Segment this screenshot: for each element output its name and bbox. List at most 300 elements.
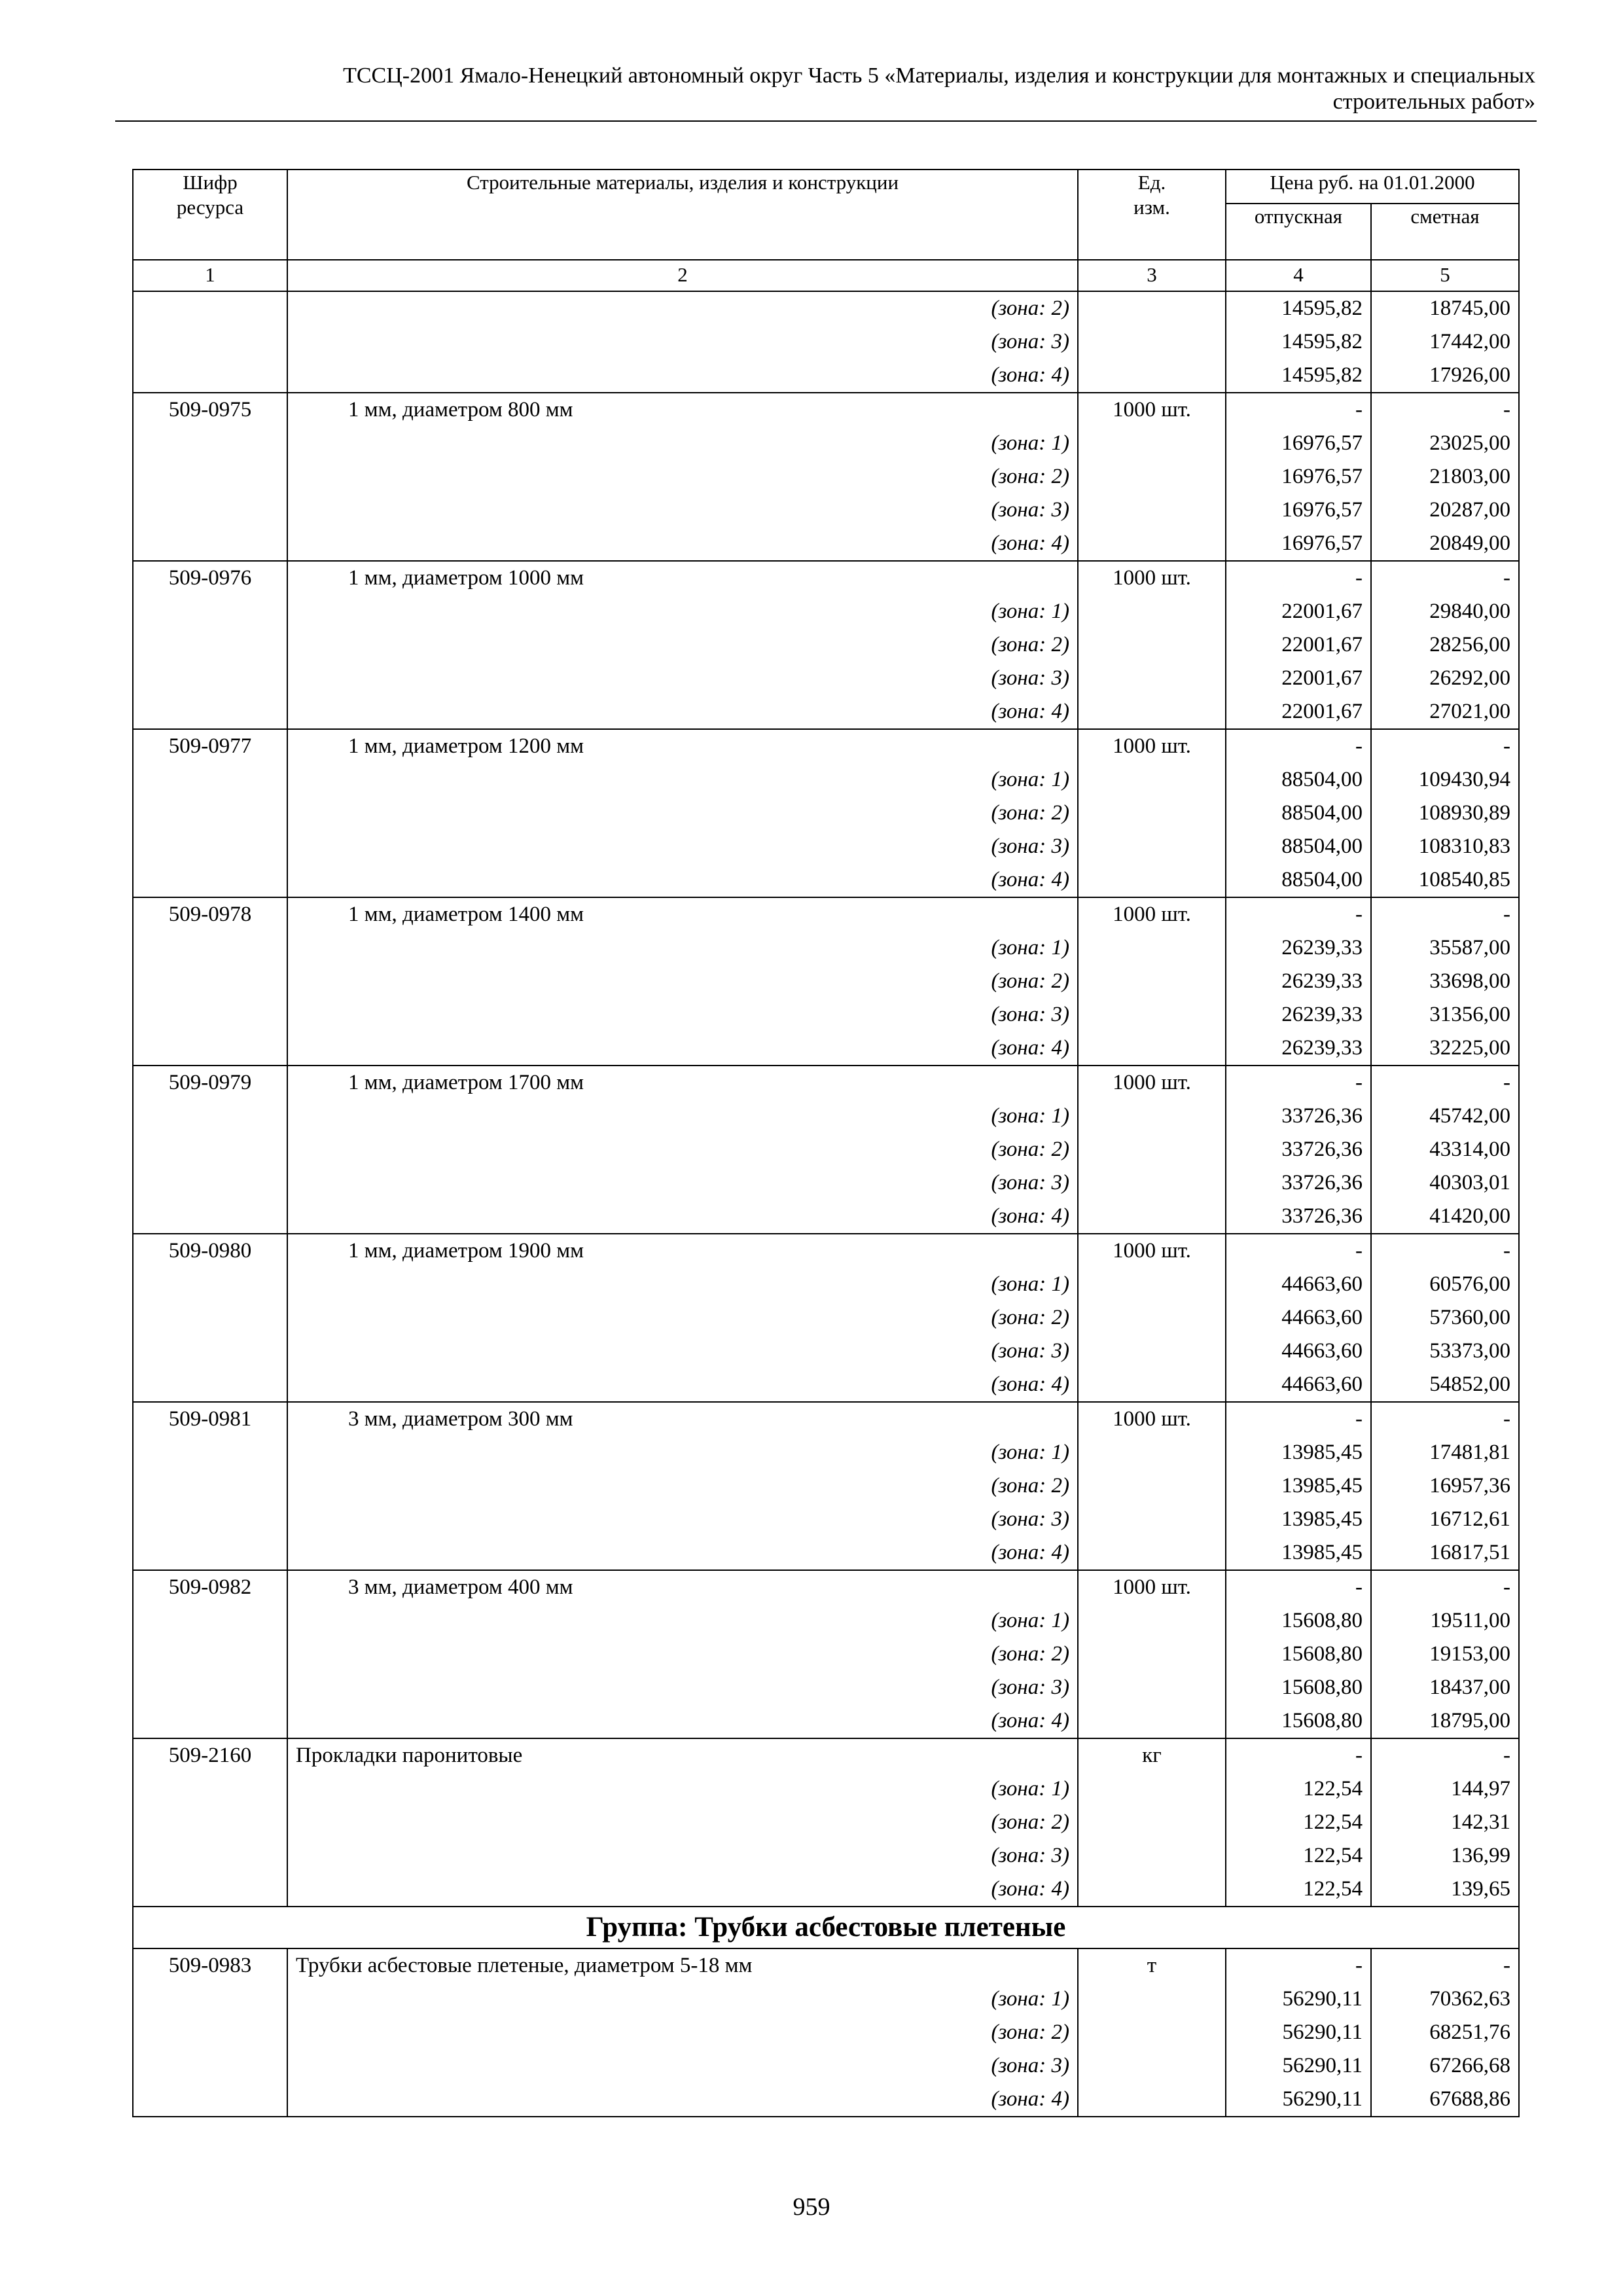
zone-label: (зона: 4) <box>287 1873 1078 1907</box>
release-price-cell: 122,54 <box>1226 1839 1371 1873</box>
estimate-price-cell: 108540,85 <box>1371 863 1519 897</box>
estimate-price-cell: 67688,86 <box>1371 2083 1519 2117</box>
release-price-cell: 15608,80 <box>1226 1604 1371 1638</box>
release-price-cell: 15608,80 <box>1226 1704 1371 1738</box>
unit-cell <box>1078 797 1226 830</box>
table-row-zone <box>133 1536 1519 1570</box>
estimate-price-cell: 19511,00 <box>1371 1604 1519 1638</box>
table-row-zone <box>133 1806 1519 1839</box>
release-price-cell: 88504,00 <box>1226 863 1371 897</box>
estimate-price-cell: - <box>1371 1570 1519 1604</box>
resource-code <box>133 291 287 325</box>
resource-code: 509-0976 <box>133 561 287 595</box>
release-price-cell: 44663,60 <box>1226 1368 1371 1402</box>
table-row-zone <box>133 1200 1519 1234</box>
table-row-zone <box>133 1368 1519 1402</box>
table-row-resource <box>133 1738 1519 1772</box>
table-row-zone <box>133 763 1519 797</box>
estimate-price-cell: - <box>1371 393 1519 427</box>
unit-cell <box>1078 1839 1226 1873</box>
unit-cell <box>1078 1772 1226 1806</box>
column-number: 3 <box>1078 260 1226 291</box>
table-row-zone <box>133 359 1519 393</box>
estimate-price-cell: 20849,00 <box>1371 527 1519 561</box>
table-header <box>133 170 1519 291</box>
resource-code: 509-0978 <box>133 897 287 931</box>
table-row-resource <box>133 897 1519 931</box>
unit-cell <box>1078 1133 1226 1166</box>
release-price-cell: - <box>1226 561 1371 595</box>
unit-cell <box>1078 527 1226 561</box>
unit-cell: кг <box>1078 1738 1226 1772</box>
unit-cell <box>1078 1436 1226 1469</box>
zone-label: (зона: 3) <box>287 1166 1078 1200</box>
zone-label: (зона: 2) <box>287 1133 1078 1166</box>
resource-code <box>133 1469 287 1503</box>
table-row-zone <box>133 427 1519 460</box>
resource-code: 509-0979 <box>133 1066 287 1100</box>
group-title: Группа: Трубки асбестовые плетеные <box>133 1907 1519 1948</box>
zone-label: (зона: 1) <box>287 1100 1078 1133</box>
unit-cell <box>1078 1200 1226 1234</box>
estimate-price-cell: 109430,94 <box>1371 763 1519 797</box>
unit-cell <box>1078 1100 1226 1133</box>
resource-code: 509-0982 <box>133 1570 287 1604</box>
unit-cell <box>1078 695 1226 729</box>
table-row-resource <box>133 1066 1519 1100</box>
resource-code <box>133 1536 287 1570</box>
unit-cell <box>1078 662 1226 695</box>
estimate-price-cell: 18745,00 <box>1371 291 1519 325</box>
resource-code <box>133 1671 287 1704</box>
release-price-cell: 26239,33 <box>1226 931 1371 965</box>
resource-code <box>133 1704 287 1738</box>
release-price-cell: 26239,33 <box>1226 1031 1371 1066</box>
release-price-cell: 122,54 <box>1226 1873 1371 1907</box>
table-row-zone <box>133 1469 1519 1503</box>
unit-cell <box>1078 1335 1226 1368</box>
table-row-resource <box>133 393 1519 427</box>
zone-label: (зона: 4) <box>287 2083 1078 2117</box>
resource-name: 1 мм, диаметром 1700 мм <box>287 1066 1078 1100</box>
unit-cell: т <box>1078 1948 1226 1982</box>
zone-label: (зона: 1) <box>287 1268 1078 1301</box>
resource-name: 3 мм, диаметром 400 мм <box>287 1570 1078 1604</box>
table-row-zone <box>133 695 1519 729</box>
table-row-zone <box>133 1503 1519 1536</box>
estimate-price-cell: - <box>1371 561 1519 595</box>
zone-label: (зона: 2) <box>287 291 1078 325</box>
unit-cell <box>1078 2049 1226 2083</box>
zone-label: (зона: 1) <box>287 595 1078 628</box>
column-number: 4 <box>1226 260 1371 291</box>
unit-cell <box>1078 427 1226 460</box>
unit-cell <box>1078 1671 1226 1704</box>
release-price-cell: 15608,80 <box>1226 1638 1371 1671</box>
estimate-price-cell: 45742,00 <box>1371 1100 1519 1133</box>
estimate-price-cell: - <box>1371 1948 1519 1982</box>
release-price-cell: 44663,60 <box>1226 1301 1371 1335</box>
table-row-zone <box>133 1301 1519 1335</box>
resource-code <box>133 1133 287 1166</box>
resource-code <box>133 628 287 662</box>
release-price-cell: - <box>1226 729 1371 763</box>
zone-label: (зона: 1) <box>287 1772 1078 1806</box>
zone-label: (зона: 3) <box>287 493 1078 527</box>
estimate-price-cell: 35587,00 <box>1371 931 1519 965</box>
resource-name: Трубки асбестовые плетеные, диаметром 5-18 мм <box>287 1948 1078 1982</box>
resource-code <box>133 662 287 695</box>
unit-cell: 1000 шт. <box>1078 393 1226 427</box>
resource-code <box>133 1200 287 1234</box>
unit-cell: 1000 шт. <box>1078 561 1226 595</box>
column-number: 5 <box>1371 260 1519 291</box>
table-row-zone <box>133 1873 1519 1907</box>
estimate-price-cell: 136,99 <box>1371 1839 1519 1873</box>
release-price-cell: 14595,82 <box>1226 359 1371 393</box>
table-row-zone <box>133 1166 1519 1200</box>
unit-cell: 1000 шт. <box>1078 1234 1226 1268</box>
table-row-zone <box>133 628 1519 662</box>
column-number: 1 <box>133 260 287 291</box>
unit-cell <box>1078 2016 1226 2049</box>
header-rule <box>115 120 1537 122</box>
resource-code <box>133 998 287 1031</box>
release-price-cell: 88504,00 <box>1226 797 1371 830</box>
resource-code <box>133 1604 287 1638</box>
page-number: 959 <box>793 2193 830 2221</box>
release-price-cell: - <box>1226 393 1371 427</box>
unit-cell: 1000 шт. <box>1078 729 1226 763</box>
estimate-price-cell: 108310,83 <box>1371 830 1519 863</box>
release-price-cell: 14595,82 <box>1226 291 1371 325</box>
release-price-cell: 56290,11 <box>1226 2083 1371 2117</box>
resource-code <box>133 1873 287 1907</box>
estimate-price-cell: 68251,76 <box>1371 2016 1519 2049</box>
zone-label: (зона: 4) <box>287 527 1078 561</box>
unit-cell <box>1078 1503 1226 1536</box>
release-price-cell: - <box>1226 1948 1371 1982</box>
unit-cell: 1000 шт. <box>1078 1066 1226 1100</box>
table-row-resource <box>133 1948 1519 1982</box>
release-price-cell: 122,54 <box>1226 1772 1371 1806</box>
unit-cell <box>1078 1704 1226 1738</box>
release-price-cell: - <box>1226 1570 1371 1604</box>
release-price-cell: 122,54 <box>1226 1806 1371 1839</box>
table-row-zone <box>133 2083 1519 2117</box>
zone-label: (зона: 1) <box>287 763 1078 797</box>
unit-cell <box>1078 460 1226 493</box>
column-header-unit: Ед. изм. <box>1078 170 1226 260</box>
zone-label: (зона: 3) <box>287 830 1078 863</box>
estimate-price-cell: 139,65 <box>1371 1873 1519 1907</box>
resource-code <box>133 493 287 527</box>
unit-cell <box>1078 1638 1226 1671</box>
unit-cell <box>1078 1873 1226 1907</box>
zone-label: (зона: 3) <box>287 1503 1078 1536</box>
release-price-cell: 88504,00 <box>1226 763 1371 797</box>
resource-code <box>133 695 287 729</box>
zone-label: (зона: 4) <box>287 863 1078 897</box>
release-price-cell: 15608,80 <box>1226 1671 1371 1704</box>
zone-label: (зона: 4) <box>287 695 1078 729</box>
unit-cell <box>1078 1604 1226 1638</box>
estimate-price-cell: 16957,36 <box>1371 1469 1519 1503</box>
release-price-cell: 56290,11 <box>1226 1982 1371 2016</box>
estimate-price-cell: 23025,00 <box>1371 427 1519 460</box>
estimate-price-cell: 20287,00 <box>1371 493 1519 527</box>
table-row-zone <box>133 1268 1519 1301</box>
resource-code <box>133 965 287 998</box>
release-price-cell: - <box>1226 1234 1371 1268</box>
release-price-cell: 88504,00 <box>1226 830 1371 863</box>
unit-cell: 1000 шт. <box>1078 1570 1226 1604</box>
resource-code <box>133 1839 287 1873</box>
table-row-zone <box>133 863 1519 897</box>
unit-cell <box>1078 1368 1226 1402</box>
resource-name: Прокладки паронитовые <box>287 1738 1078 1772</box>
estimate-price-cell: 16817,51 <box>1371 1536 1519 1570</box>
estimate-price-cell: 54852,00 <box>1371 1368 1519 1402</box>
estimate-price-cell: 144,97 <box>1371 1772 1519 1806</box>
unit-cell <box>1078 931 1226 965</box>
header-title-line-1: ТССЦ-2001 Ямало-Ненецкий автономный округ Часть 5 «Материалы, изделия и конструкции для монтажных и специальных <box>343 63 1535 88</box>
table-row-zone <box>133 460 1519 493</box>
resource-code: 509-0983 <box>133 1948 287 1982</box>
resource-code <box>133 527 287 561</box>
release-price-cell: - <box>1226 897 1371 931</box>
resource-code <box>133 1436 287 1469</box>
table-row-zone <box>133 1133 1519 1166</box>
resource-code: 509-0981 <box>133 1402 287 1436</box>
resource-code <box>133 1031 287 1066</box>
resource-code <box>133 763 287 797</box>
unit-cell <box>1078 998 1226 1031</box>
table-row-zone <box>133 2049 1519 2083</box>
resource-code <box>133 931 287 965</box>
column-header-estimate-price: сметная <box>1371 204 1519 260</box>
resource-name: 1 мм, диаметром 800 мм <box>287 393 1078 427</box>
unit-cell <box>1078 595 1226 628</box>
table-row-zone <box>133 662 1519 695</box>
estimate-price-cell: 53373,00 <box>1371 1335 1519 1368</box>
release-price-cell: 26239,33 <box>1226 998 1371 1031</box>
table-row-zone <box>133 965 1519 998</box>
release-price-cell: - <box>1226 1066 1371 1100</box>
resource-name: 3 мм, диаметром 300 мм <box>287 1402 1078 1436</box>
resource-code <box>133 325 287 359</box>
zone-label: (зона: 1) <box>287 1604 1078 1638</box>
column-header-name: Строительные материалы, изделия и конструкции <box>287 170 1078 260</box>
unit-cell <box>1078 1301 1226 1335</box>
table-row-zone <box>133 1839 1519 1873</box>
release-price-cell: 26239,33 <box>1226 965 1371 998</box>
resource-code <box>133 1166 287 1200</box>
resource-name: 1 мм, диаметром 1200 мм <box>287 729 1078 763</box>
resource-code <box>133 1806 287 1839</box>
zone-label: (зона: 4) <box>287 1200 1078 1234</box>
resource-code <box>133 1503 287 1536</box>
resource-code <box>133 830 287 863</box>
unit-cell <box>1078 1536 1226 1570</box>
estimate-price-cell: 70362,63 <box>1371 1982 1519 2016</box>
estimate-price-cell: 33698,00 <box>1371 965 1519 998</box>
estimate-price-cell: - <box>1371 1234 1519 1268</box>
column-header-price-group: Цена руб. на 01.01.2000 <box>1226 170 1519 204</box>
estimate-price-cell: 28256,00 <box>1371 628 1519 662</box>
zone-label: (зона: 1) <box>287 427 1078 460</box>
group-row <box>133 1907 1519 1948</box>
zone-label: (зона: 2) <box>287 1638 1078 1671</box>
release-price-cell: 56290,11 <box>1226 2049 1371 2083</box>
estimate-price-cell: 108930,89 <box>1371 797 1519 830</box>
unit-cell <box>1078 628 1226 662</box>
unit-cell <box>1078 763 1226 797</box>
resource-code <box>133 1638 287 1671</box>
unit-cell <box>1078 1166 1226 1200</box>
release-price-cell: 13985,45 <box>1226 1503 1371 1536</box>
zone-label: (зона: 4) <box>287 1704 1078 1738</box>
resource-code: 509-2160 <box>133 1738 287 1772</box>
estimate-price-cell: 31356,00 <box>1371 998 1519 1031</box>
release-price-cell: 33726,36 <box>1226 1133 1371 1166</box>
zone-label: (зона: 4) <box>287 1536 1078 1570</box>
table-body <box>133 291 1519 2117</box>
table-row-zone <box>133 1436 1519 1469</box>
price-table <box>132 169 1520 2117</box>
zone-label: (зона: 3) <box>287 2049 1078 2083</box>
estimate-price-cell: 57360,00 <box>1371 1301 1519 1335</box>
page-header <box>118 63 1535 115</box>
table-row-zone <box>133 527 1519 561</box>
zone-label: (зона: 1) <box>287 1436 1078 1469</box>
resource-code <box>133 1268 287 1301</box>
table-row-zone <box>133 291 1519 325</box>
table-row-zone <box>133 1604 1519 1638</box>
estimate-price-cell: 19153,00 <box>1371 1638 1519 1671</box>
resource-code <box>133 359 287 393</box>
header-title-line-2: строительных работ» <box>1332 90 1535 114</box>
resource-code <box>133 460 287 493</box>
unit-cell: 1000 шт. <box>1078 1402 1226 1436</box>
zone-label: (зона: 2) <box>287 628 1078 662</box>
resource-name: 1 мм, диаметром 1400 мм <box>287 897 1078 931</box>
resource-code: 509-0980 <box>133 1234 287 1268</box>
zone-label: (зона: 2) <box>287 965 1078 998</box>
estimate-price-cell: 17926,00 <box>1371 359 1519 393</box>
zone-label: (зона: 3) <box>287 1671 1078 1704</box>
table-row-zone <box>133 325 1519 359</box>
estimate-price-cell: 29840,00 <box>1371 595 1519 628</box>
table-row-resource <box>133 1570 1519 1604</box>
table-row-zone <box>133 595 1519 628</box>
resource-code <box>133 1772 287 1806</box>
estimate-price-cell: 26292,00 <box>1371 662 1519 695</box>
resource-code <box>133 1982 287 2016</box>
release-price-cell: 13985,45 <box>1226 1469 1371 1503</box>
table-row-zone <box>133 830 1519 863</box>
zone-label: (зона: 3) <box>287 1335 1078 1368</box>
resource-code <box>133 1335 287 1368</box>
release-price-cell: 22001,67 <box>1226 628 1371 662</box>
estimate-price-cell: 18437,00 <box>1371 1671 1519 1704</box>
unit-cell <box>1078 1268 1226 1301</box>
resource-code <box>133 2016 287 2049</box>
resource-code <box>133 1301 287 1335</box>
zone-label: (зона: 1) <box>287 931 1078 965</box>
table-row-zone <box>133 2016 1519 2049</box>
estimate-price-cell: 67266,68 <box>1371 2049 1519 2083</box>
table-row-zone <box>133 1772 1519 1806</box>
zone-label: (зона: 1) <box>287 1982 1078 2016</box>
table-row-zone <box>133 1100 1519 1133</box>
release-price-cell: 16976,57 <box>1226 527 1371 561</box>
estimate-price-cell: - <box>1371 897 1519 931</box>
unit-cell <box>1078 1982 1226 2016</box>
estimate-price-cell: - <box>1371 729 1519 763</box>
unit-cell: 1000 шт. <box>1078 897 1226 931</box>
zone-label: (зона: 2) <box>287 1301 1078 1335</box>
estimate-price-cell: 21803,00 <box>1371 460 1519 493</box>
resource-code <box>133 797 287 830</box>
table-row-resource <box>133 729 1519 763</box>
table-row-resource <box>133 561 1519 595</box>
estimate-price-cell: 18795,00 <box>1371 1704 1519 1738</box>
table-row-resource <box>133 1234 1519 1268</box>
estimate-price-cell: 16712,61 <box>1371 1503 1519 1536</box>
release-price-cell: 56290,11 <box>1226 2016 1371 2049</box>
release-price-cell: 16976,57 <box>1226 427 1371 460</box>
table-row-resource <box>133 1402 1519 1436</box>
unit-cell <box>1078 493 1226 527</box>
table-row-zone <box>133 1335 1519 1368</box>
zone-label: (зона: 2) <box>287 1806 1078 1839</box>
unit-cell <box>1078 291 1226 325</box>
resource-code <box>133 1368 287 1402</box>
table-row-zone <box>133 493 1519 527</box>
zone-label: (зона: 2) <box>287 1469 1078 1503</box>
zone-label: (зона: 4) <box>287 1368 1078 1402</box>
unit-cell <box>1078 965 1226 998</box>
release-price-cell: 13985,45 <box>1226 1436 1371 1469</box>
estimate-price-cell: 27021,00 <box>1371 695 1519 729</box>
table-row-zone <box>133 1671 1519 1704</box>
zone-label: (зона: 2) <box>287 460 1078 493</box>
release-price-cell: 13985,45 <box>1226 1536 1371 1570</box>
release-price-cell: - <box>1226 1402 1371 1436</box>
resource-code <box>133 2049 287 2083</box>
resource-name: 1 мм, диаметром 1900 мм <box>287 1234 1078 1268</box>
table-row-zone <box>133 1982 1519 2016</box>
estimate-price-cell: 40303,01 <box>1371 1166 1519 1200</box>
table-row-zone <box>133 1031 1519 1066</box>
release-price-cell: 33726,36 <box>1226 1166 1371 1200</box>
release-price-cell: - <box>1226 1738 1371 1772</box>
estimate-price-cell: 32225,00 <box>1371 1031 1519 1066</box>
column-header-code: Шифр ресурса <box>133 170 287 260</box>
table-row-zone <box>133 998 1519 1031</box>
unit-cell <box>1078 1469 1226 1503</box>
resource-code <box>133 1100 287 1133</box>
unit-cell <box>1078 1031 1226 1066</box>
release-price-cell: 44663,60 <box>1226 1268 1371 1301</box>
resource-code <box>133 863 287 897</box>
estimate-price-cell: 41420,00 <box>1371 1200 1519 1234</box>
resource-code <box>133 427 287 460</box>
estimate-price-cell: 142,31 <box>1371 1806 1519 1839</box>
unit-cell <box>1078 830 1226 863</box>
zone-label: (зона: 3) <box>287 1839 1078 1873</box>
